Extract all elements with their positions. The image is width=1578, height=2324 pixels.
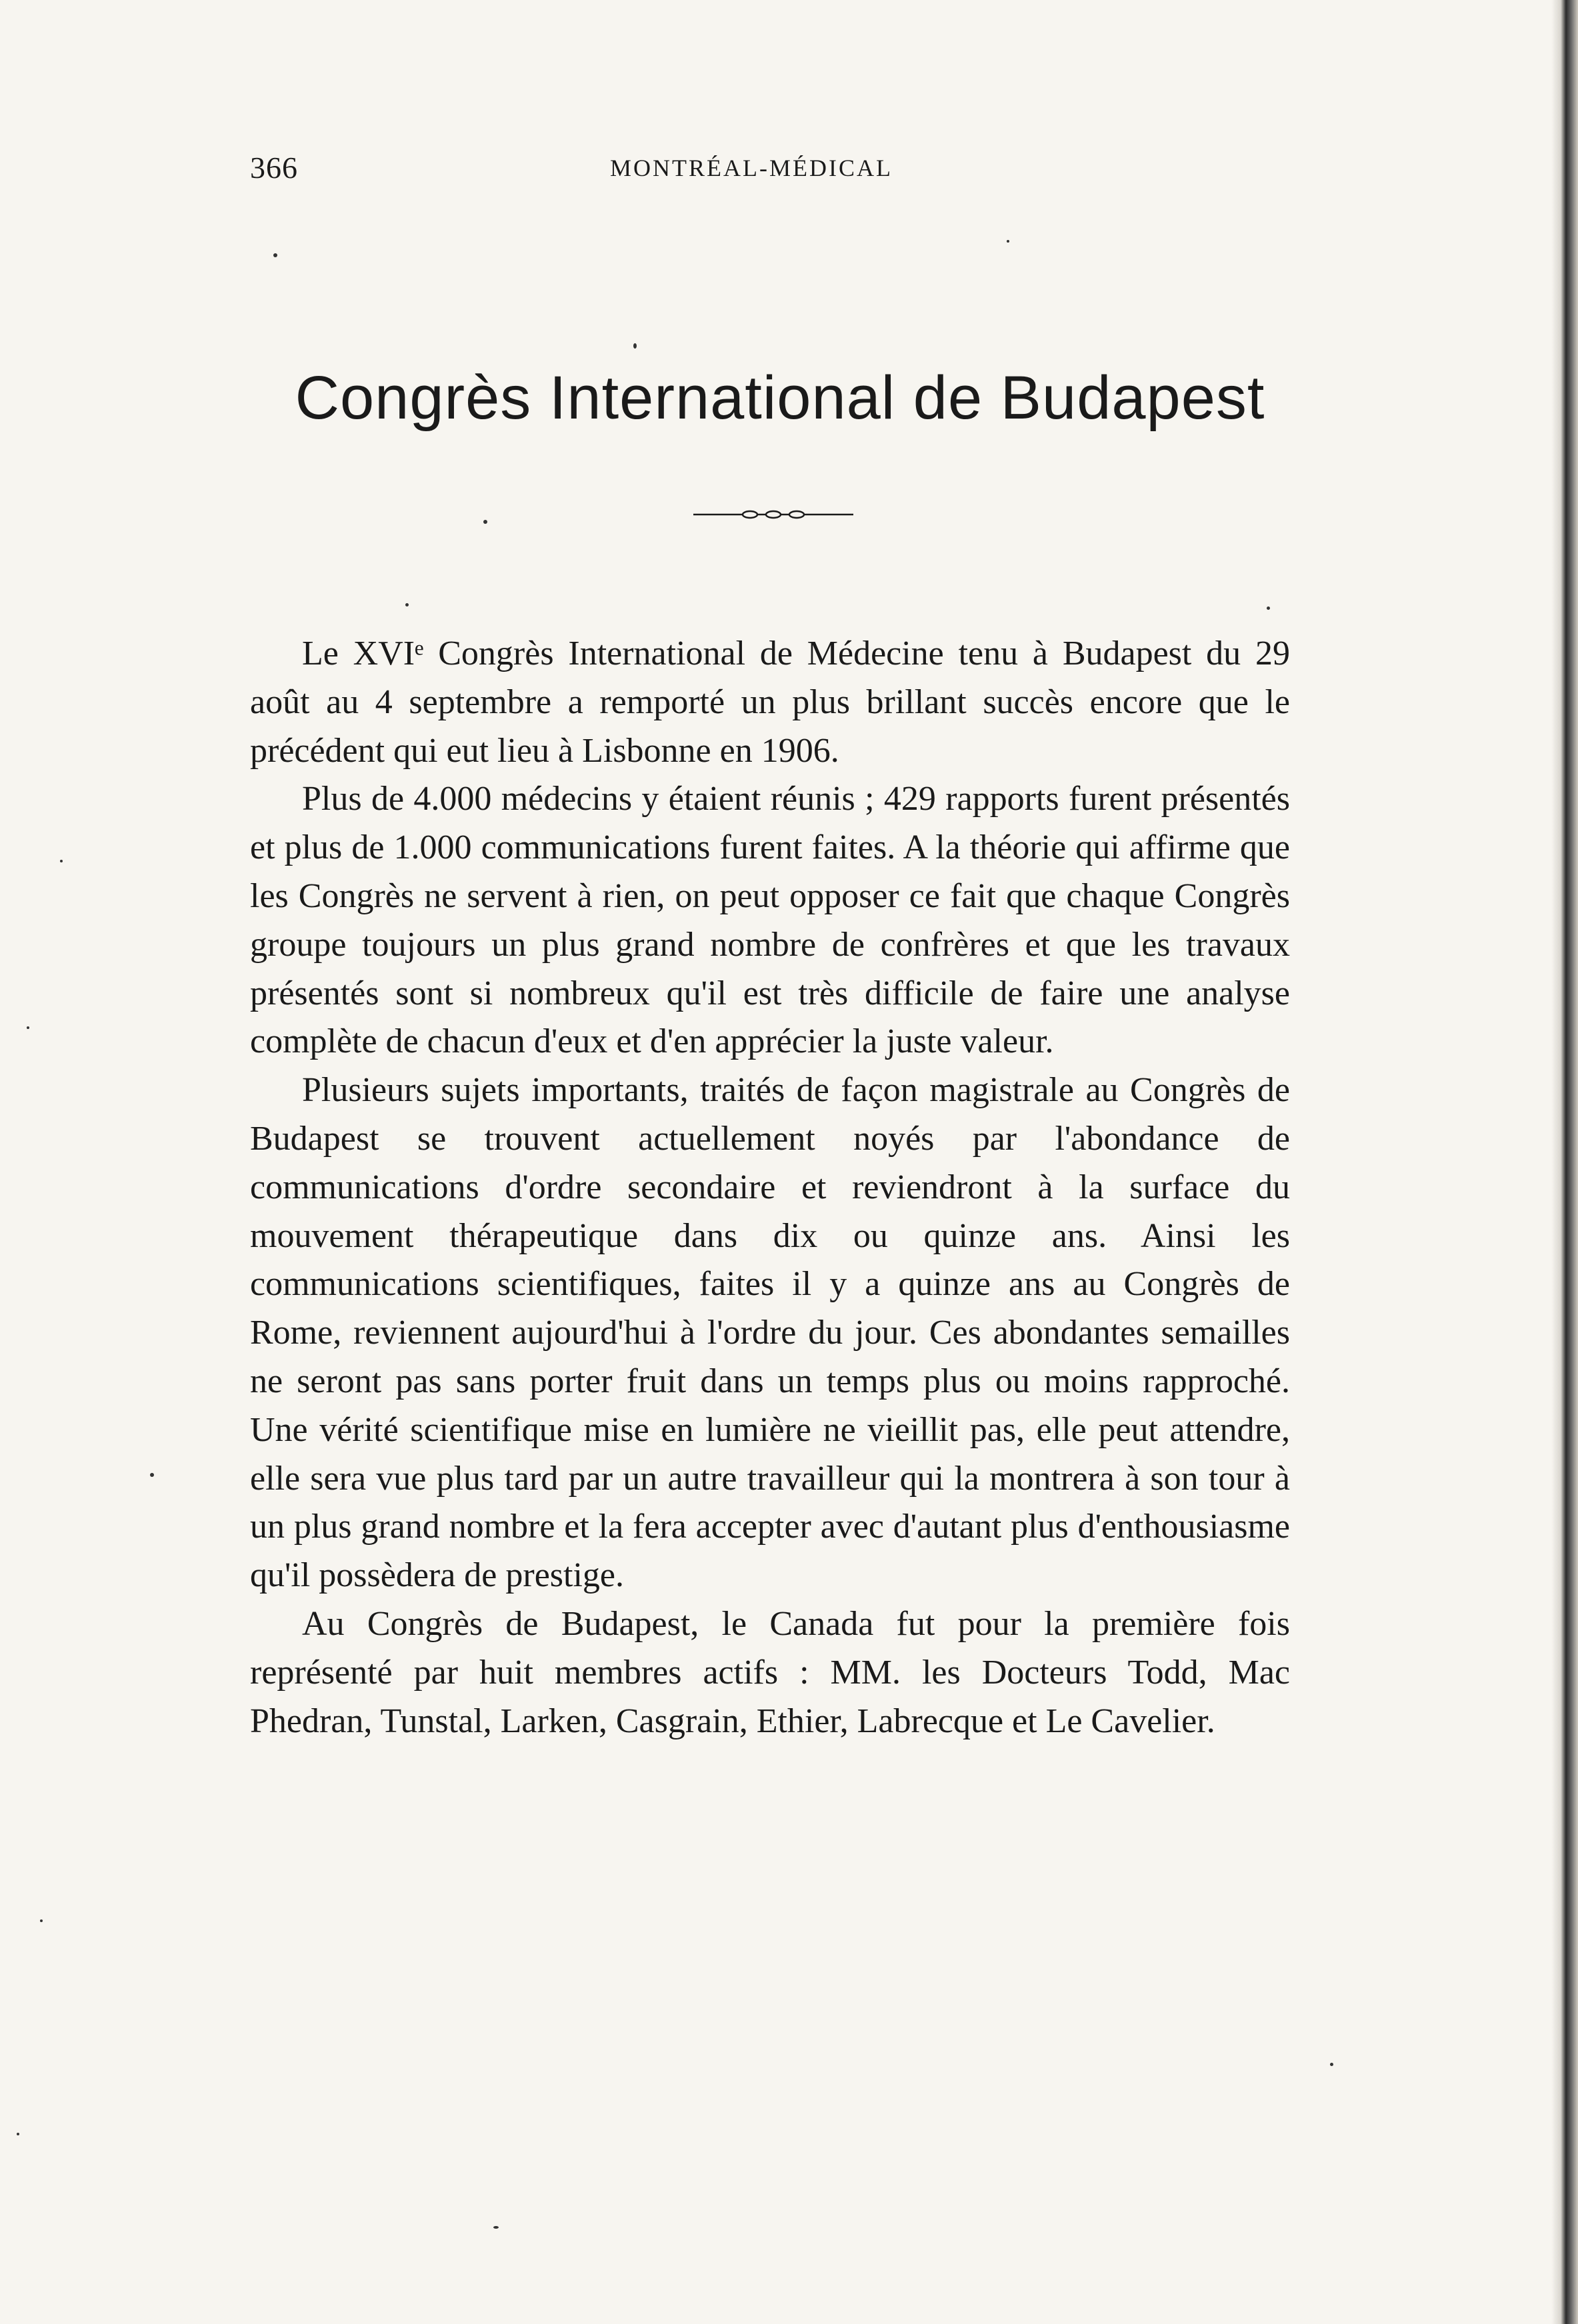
scan-speck bbox=[60, 860, 63, 862]
scan-speck bbox=[1330, 2063, 1333, 2066]
journal-name: MONTRÉAL-MÉDICAL bbox=[610, 155, 893, 181]
scan-speck bbox=[27, 1026, 29, 1029]
scan-speck bbox=[405, 603, 409, 606]
scan-speck bbox=[150, 1473, 154, 1477]
paragraph-4: Au Congrès de Budapest, le Canada fut pour la première fois représenté par huit membres actifs : MM. les Docteurs Todd, Mac Phedran, Tunstal, Larken, Casgrain, Ethier, Labrecque et Le Cavelier. bbox=[250, 1604, 1290, 1740]
paragraph-2: Plus de 4.000 médecins y étaient réunis ; 429 rapports furent présentés et plus de 1.000 communications furent faites. A la théorie qui affirme que les Congrès ne servent à rien, on peut opposer ce fait que chaque Congrès groupe toujours un plus grand nombre de confrères et que les travaux présentés sont si nombreux qu'il est très difficile de faire une analyse complète de chacun d'eux et d'en apprécier la juste valeur. bbox=[250, 780, 1290, 1061]
paragraph-3: Plusieurs sujets importants, traités de façon magistrale au Congrès de Budapest se trouvent actuellement noyés par l'abondance de communications d'ordre secondaire et reviendront à la surface du mouvement thérapeutique dans dix ou quinze ans. Ainsi les communications scientifiques, faites il y a quinze ans au Congrès de Rome, reviennent aujourd'hui à l'ordre du jour. Ces abondantes semailles ne seront pas sans porter fruit dans un temps plus ou moins rapproché. Une vérité scientifique mise en lumière ne vieillit pas, elle peut attendre, elle sera vue plus tard par un autre travailleur qui la montrera à son tour à un plus grand nombre et la fera accepter avec d'autant plus d'enthousiasme qu'il possèdera de prestige. bbox=[250, 1071, 1290, 1595]
page-binding-edge bbox=[1551, 0, 1578, 2324]
scan-speck bbox=[40, 1919, 43, 1922]
scan-speck bbox=[273, 253, 277, 257]
scan-speck bbox=[17, 2133, 19, 2135]
article-body bbox=[250, 630, 1290, 1745]
scan-speck bbox=[633, 343, 637, 349]
scan-speck bbox=[493, 2226, 499, 2229]
article-title: Congrès International de Budapest bbox=[295, 364, 1265, 432]
running-head bbox=[250, 150, 1290, 197]
scan-speck bbox=[1007, 240, 1009, 243]
page-number: 366 bbox=[250, 151, 298, 185]
title-ornament bbox=[693, 501, 853, 528]
paragraph-1: Le XVIᵉ Congrès International de Médecine tenu à Budapest du 29 août au 4 septembre a remporté un plus brillant succès encore que le précédent qui eut lieu à Lisbonne en 1906. bbox=[250, 634, 1290, 770]
scan-speck bbox=[483, 520, 487, 524]
scan-speck bbox=[1267, 606, 1270, 610]
